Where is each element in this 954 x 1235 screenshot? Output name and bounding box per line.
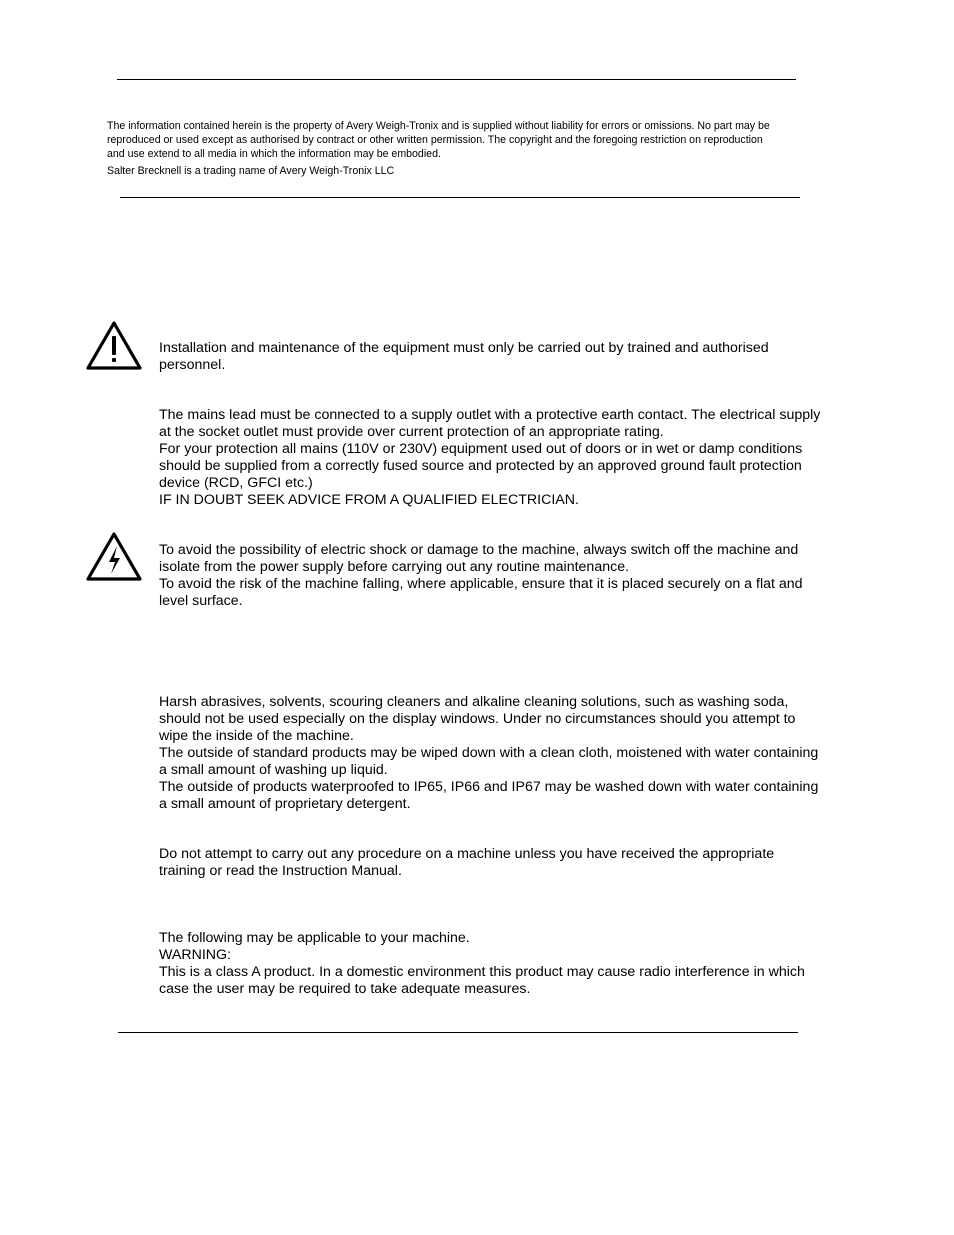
text-line: case the user may be required to take adequate measures.	[159, 981, 531, 997]
text-line: Harsh abrasives, solvents, scouring cleaners and alkaline cleaning solutions, such as washing soda,	[159, 694, 789, 710]
top-divider	[117, 79, 796, 80]
text-line: at the socket outlet must provide over current protection of an appropriate rating.	[159, 424, 664, 440]
text-line: personnel.	[159, 357, 226, 373]
text-line: For your protection all mains (110V or 230V) equipment used out of doors or in wet or damp conditions	[159, 441, 803, 457]
copyright-line: reproduced or used except as authorised by contract or other written permission. The copyright and the foregoing restriction on reproduction	[107, 134, 763, 146]
mains-paragraph	[159, 407, 849, 509]
text-line: Installation and maintenance of the equipment must only be carried out by trained and authorised	[159, 340, 769, 356]
text-line: This is a class A product. In a domestic environment this product may cause radio interference in which	[159, 964, 805, 980]
cleaning-paragraph	[159, 694, 849, 813]
text-line: To avoid the possibility of electric shock or damage to the machine, always switch off the machine and	[159, 542, 799, 558]
installation-paragraph	[159, 340, 849, 374]
emc-paragraph	[159, 930, 849, 998]
text-line: The outside of standard products may be wiped down with a clean cloth, moistened with water containing	[159, 745, 819, 761]
text-line: The following may be applicable to your machine.	[159, 930, 470, 946]
shock-paragraph	[159, 542, 849, 610]
trading-name: Salter Brecknell is a trading name of Avery Weigh-Tronix LLC	[107, 165, 395, 177]
text-line: training or read the Instruction Manual.	[159, 863, 402, 879]
text-line: To avoid the risk of the machine falling, where applicable, ensure that it is placed securely on a flat and	[159, 576, 803, 592]
copyright-notice	[107, 119, 847, 161]
text-line: The outside of products waterproofed to IP65, IP66 and IP67 may be washed down with water containing	[159, 779, 819, 795]
text-line: isolate from the power supply before carrying out any routine maintenance.	[159, 559, 630, 575]
text-line: WARNING:	[159, 947, 231, 963]
notice-divider	[120, 197, 800, 198]
electrical-hazard-icon	[85, 531, 143, 583]
text-line: should not be used especially on the display windows. Under no circumstances should you attempt to	[159, 711, 796, 727]
text-line: The mains lead must be connected to a supply outlet with a protective earth contact. The electrical supply	[159, 407, 821, 423]
warning-triangle-icon	[85, 320, 143, 372]
text-line: Do not attempt to carry out any procedure on a machine unless you have received the appropriate	[159, 846, 775, 862]
text-line: a small amount of washing up liquid.	[159, 762, 388, 778]
bottom-divider	[118, 1032, 798, 1033]
copyright-line: The information contained herein is the property of Avery Weigh-Tronix and is supplied without liability for errors or omissions. No part may be	[107, 120, 770, 132]
text-line: should be supplied from a correctly fused source and protected by an approved ground fault protection	[159, 458, 802, 474]
text-line: device (RCD, GFCI etc.)	[159, 475, 313, 491]
copyright-line: and use extend to all media in which the information may be embodied.	[107, 148, 441, 160]
text-line: level surface.	[159, 593, 243, 609]
text-line: a small amount of proprietary detergent.	[159, 796, 411, 812]
text-line: wipe the inside of the machine.	[159, 728, 354, 744]
text-line: IF IN DOUBT SEEK ADVICE FROM A QUALIFIED ELECTRICIAN.	[159, 492, 579, 508]
training-paragraph	[159, 846, 849, 880]
